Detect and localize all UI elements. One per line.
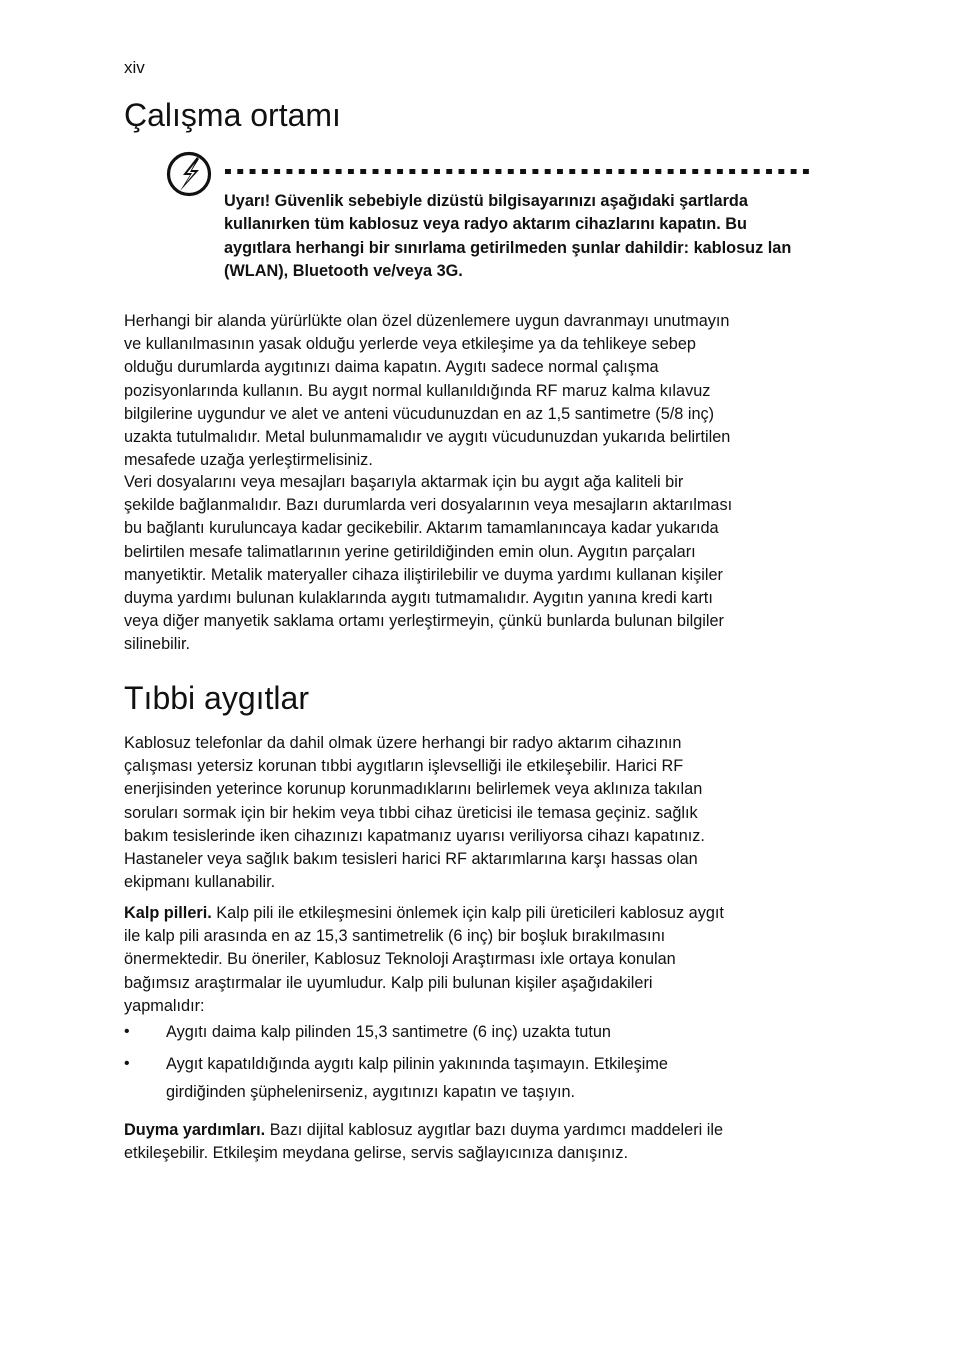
pacemakers-label: Kalp pilleri.	[124, 904, 212, 922]
section-title-medical-devices: Tıbbi aygıtlar	[124, 680, 309, 716]
hearing-aids-text: Bazı dijital kablosuz aygıtlar bazı duyma yardımcı maddeleri ile etkileşebilir. Etkileşim meydana gelirse, servis sağlayıcınıza danışınız.	[124, 1121, 724, 1163]
section-title-working-environment: Çalışma ortamı	[124, 97, 341, 133]
hearing-aids-label: Duyma yardımları.	[124, 1121, 266, 1139]
page-number: xiv	[124, 58, 145, 77]
paragraph-regulations: Herhangi bir alanda yürürlükte olan özel düzenlemere uygun davranmayı unutmayın ve kullanılmasının yasak olduğu yerlerde veya etkileşime ya da tehlikeye sebep olduğu durumlarda aygıtınızı daima kapatın. Aygıtı sadece normal çalışma pozisyonlarında kullanın. Bu aygıt normal kullanıldığında RF maruz kalma kılavuz bilgilerine uygundur ve alet ve anteni vücudunuzdan en az 1,5 santimetre (5/8 inç) uzakta tutulmalıdır. Metal bulunmamalıdır ve aygıtı vücudunuzdan yukarıda belirtilen mesafede uzağa yerleştirmelisiniz.	[124, 312, 731, 470]
pacemakers-text: Kalp pili ile etkileşmesini önlemek için kalp pili üreticileri kablosuz aygıt ile kalp pili arasında en az 15,3 santimetrelik (6 inç) bir boşluk bırakılmasını önermektedir. Bu öneriler, Kablosuz Teknoloji Araştırması ixle ortaya konulan bağımsız araştırmalar ile uyumludur. Kalp pili bulunan kişiler aşağıdakileri yapmalıdır:	[124, 904, 724, 1015]
bullet-text: Aygıtı daima kalp pilinden 15,3 santimetre (6 inç) uzakta tutun	[166, 1023, 611, 1041]
bullet-dot: •	[124, 1023, 130, 1040]
bullet-text: Aygıt kapatıldığında aygıtı kalp pilinin yakınında taşımayın. Etkileşime girdiğinden şüphelenirseniz, aygıtınızı kapatın ve taşıyın.	[166, 1055, 668, 1101]
paragraph-pacemakers	[124, 902, 824, 1018]
paragraph-medical-devices: Kablosuz telefonlar da dahil olmak üzere herhangi bir radyo aktarım cihazının çalışması yetersiz korunan tıbbi aygıtların işlevselliği ile etkileşebilir. Harici RF enerjisinden yeterince korunup korunmadıklarını belirlemek veya aklınıza takılan soruları sormak için bir hekim veya tıbbi cihaz üreticisi ile temasa geçiniz. sağlık bakım tesislerinde iken cihazınızı kapatmanız uyarısı veriliyorsa cihazı kapatınız. Hastaneler veya sağlık bakım tesisleri harici RF aktarımlarına karşı hassas olan ekipmanı kullanabilir.	[124, 734, 705, 892]
paragraph-hearing-aids	[124, 1119, 824, 1165]
paragraph-data-transfer: Veri dosyalarını veya mesajları başarıyla aktarmak için bu aygıt ağa kaliteli bir şekilde bağlanmalıdır. Bazı durumlarda veri dosyalarının veya mesajların aktarılması bu bağlantı kuruluncaya kadar gecikebilir. Aktarım tamamlanıncaya kadar yukarıda belirtilen mesafe talimatlarının yerine getirildiğinden emin olun. Aygıtın parçaları manyetiktir. Metalik materyaller cihaza iliştirilebilir ve duyma yardımı kullanan kişiler duyma yardımı bulunan kulaklarında aygıtı tutmamalıdır. Aygıtın yanına kredi kartı veya diğer manyetik saklama ortamı yerleştirmeyin, çünkü bunlarda bulunan bilgiler silinebilir.	[124, 473, 733, 654]
lightning-warning-icon	[166, 151, 212, 197]
bullet-dot: •	[124, 1055, 130, 1072]
warning-text: Uyarı! Güvenlik sebebiyle dizüstü bilgisayarınızı aşağıdaki şartlarda kullanırken tüm kablosuz veya radyo aktarım cihazlarını kapatın. Bu aygıtlara herhangi bir sınırlama getirilmeden şunlar dahildir: kablosuz lan (WLAN), Bluetooth ve/veya 3G.	[224, 192, 792, 281]
warning-dotted-rule	[225, 169, 811, 174]
